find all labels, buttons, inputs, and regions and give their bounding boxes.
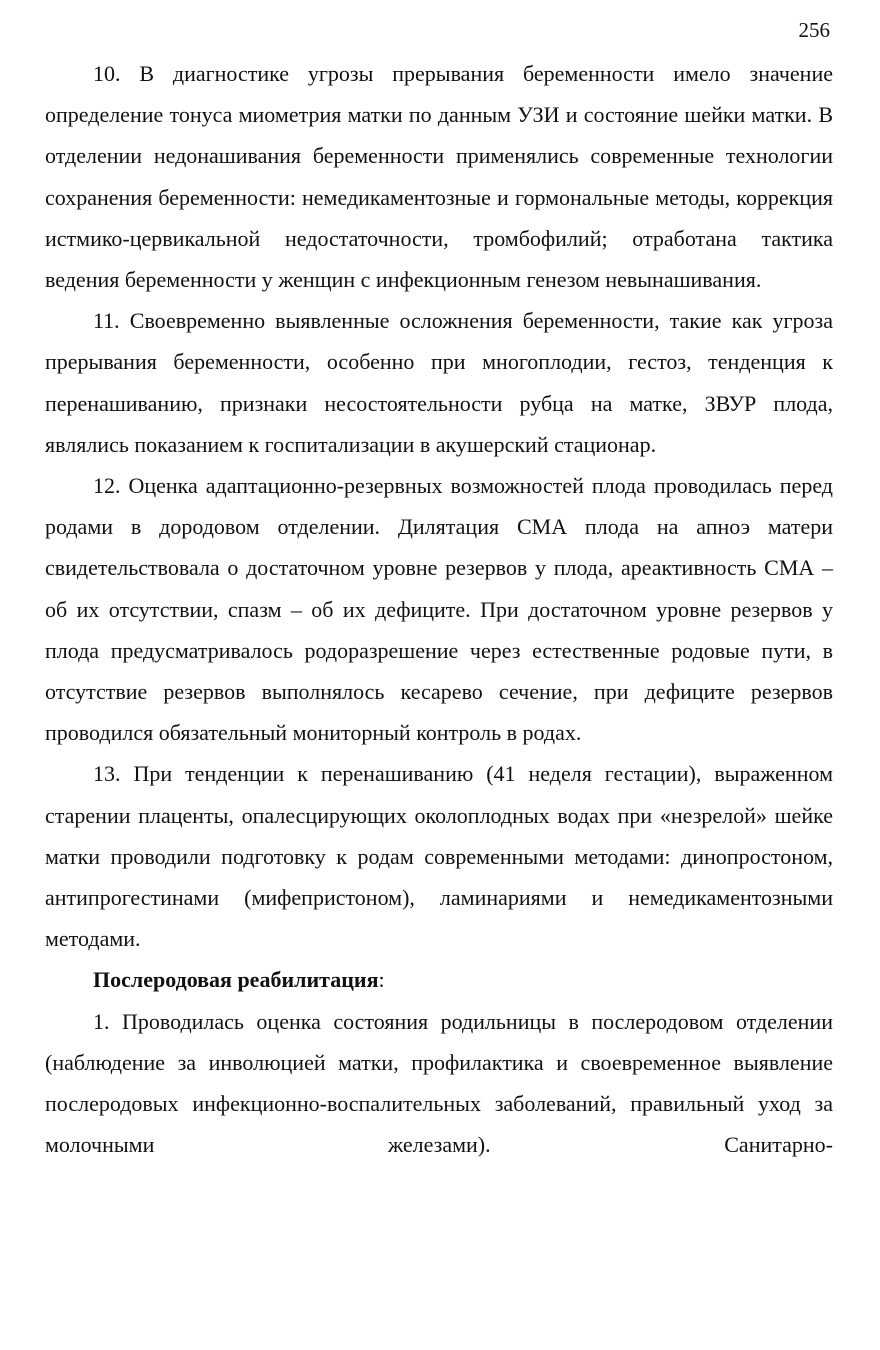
paragraph-13: 13. При тенденции к перенашиванию (41 неделя гестации), выраженном старении плаценты, опалесцирующих околоплодных водах при «незрелой» шейке матки проводили подготовку к родам современными методами: динопростоном, антипрогестинами (мифепристоном), ламинариями и немедикаментозными методами. [45, 761, 833, 952]
page-number: 256 [798, 18, 830, 42]
section-heading [45, 959, 833, 1000]
paragraph-10: 10. В диагностике угрозы прерывания беременности имело значение определение тонуса миометрия матки по данным УЗИ и состояние шейки матки. В отделении недонашивания беременности применялись современные технологии сохранения беременности: немедикаментозные и гормональные методы, коррекция истмико-цервикальной недостаточности, тромбофилий; отработана тактика ведения беременности у женщин с инфекционным генезом невынашивания. [45, 61, 833, 293]
paragraph-11: 11. Своевременно выявленные осложнения беременности, такие как угроза прерывания беременности, особенно при многоплодии, гестоз, тенденция к перенашиванию, признаки несостоятельности рубца на матке, ЗВУР плода, являлись показанием к госпитализации в акушерский стационар. [45, 308, 833, 457]
paragraph-postpartum-1: 1. Проводилась оценка состояния родильницы в послеродовом отделении (наблюдение за инволюцией матки, профилактика и своевременное выявление послеродовых инфекционно-воспалительных заболеваний, правильный уход за молочными железами). Санитарно- [45, 1008, 833, 1158]
section-heading-suffix: : [378, 967, 385, 993]
paragraph-12: 12. Оценка адаптационно-резервных возможностей плода проводилась перед родами в дородовом отделении. Дилятация СМА плода на апноэ матери свидетельствовала о достаточном уровне резервов у плода, ареактивность СМА – об их отсутствии, спазм – об их дефиците. При достаточном уровне резервов у плода предусматривалось родоразрешение через естественные родовые пути, в отсутствие резервов выполнялось кесарево сечение, при дефиците резервов проводился обязательный мониторный контроль в родах. [45, 473, 833, 746]
section-heading-text: Послеродовая реабилитация [93, 967, 379, 993]
document-body [45, 53, 833, 1165]
